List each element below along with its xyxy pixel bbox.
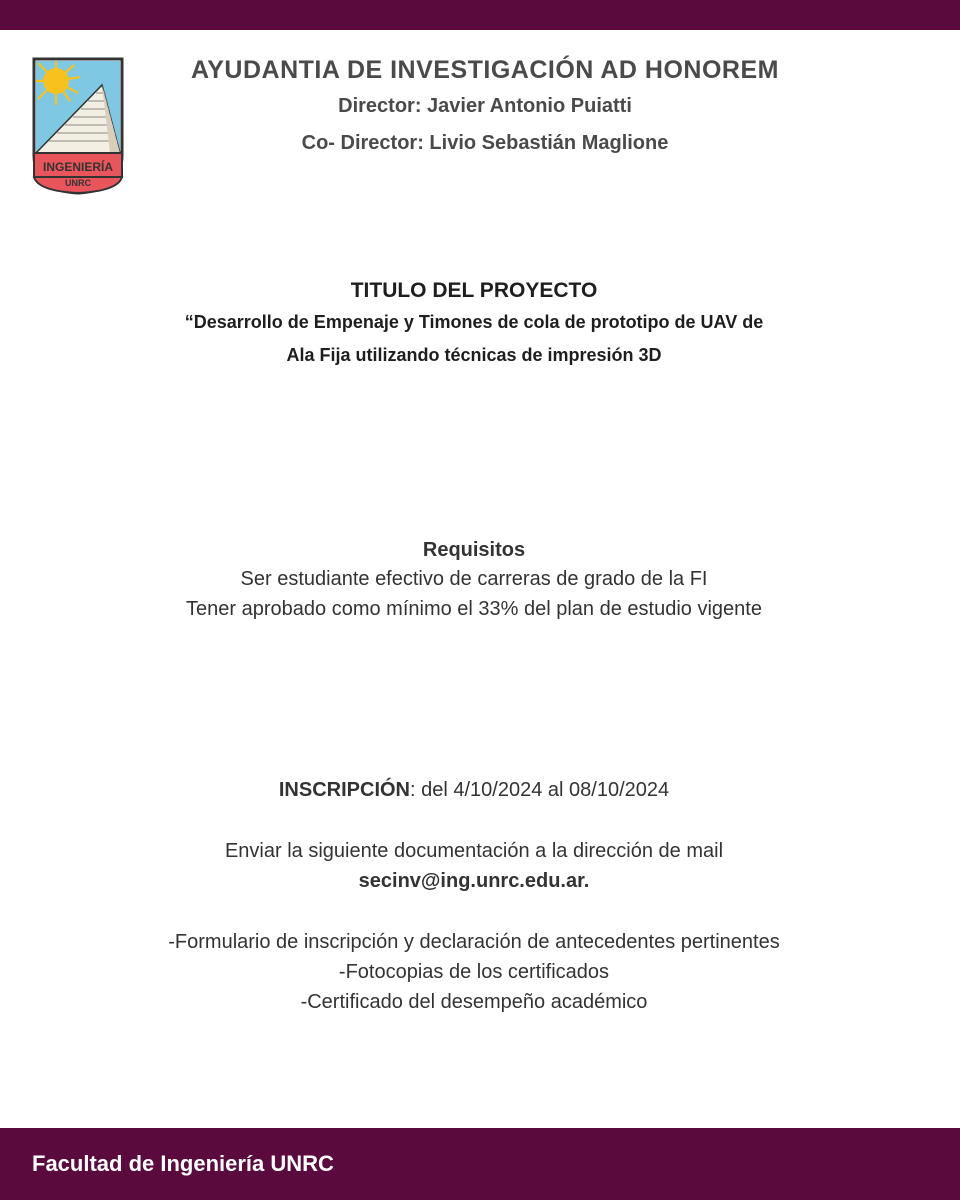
footer-bar [0,1128,960,1200]
inscription-label: INSCRIPCIÓN [278,779,410,801]
inscription-section [0,775,960,1017]
project-title-line-2: Ala Fija utilizando técnicas de impresión 3D [286,345,662,365]
sun-pyramid-shield-icon [30,55,126,197]
director-line: Director: Javier Antonio Puiatti [338,95,632,117]
document-item: -Certificado del desempeño académico [300,991,648,1013]
requirement-item: Ser estudiante efectivo de carreras de grado de la FI [240,568,708,590]
page-title: AYUDANTIA DE INVESTIGACIÓN AD HONOREM [191,56,779,84]
requirement-item: Tener aprobado como mínimo el 33% del plan de estudio vigente [186,598,762,620]
footer-text: Facultad de Ingeniería UNRC [32,1151,334,1176]
project-heading: TITULO DEL PROYECTO [350,279,598,302]
send-instructions: Enviar la siguiente documentación a la dirección de mail [224,840,724,862]
inscription-line [0,775,960,805]
project-section [0,276,960,372]
top-bar [0,0,960,30]
co-director-line: Co- Director: Livio Sebastián Maglione [301,132,669,154]
inscription-dates: : del 4/10/2024 al 08/10/2024 [410,779,670,801]
document-item: -Formulario de inscripción y declaración de antecedentes pertinentes [168,931,780,953]
project-title-line-1: “Desarrollo de Empenaje y Timones de cola de prototipo de UAV de [184,312,764,332]
requirements-section [0,536,960,624]
email-link[interactable]: secinv@ing.unrc.edu.ar. [358,870,590,892]
requirements-heading: Requisitos [422,539,526,561]
header [140,52,830,162]
logo-text-sub: UNRC [65,178,91,188]
faculty-logo [30,55,126,197]
document-item: -Fotocopias de los certificados [338,961,610,983]
logo-text-main: INGENIERÍA [42,160,114,174]
